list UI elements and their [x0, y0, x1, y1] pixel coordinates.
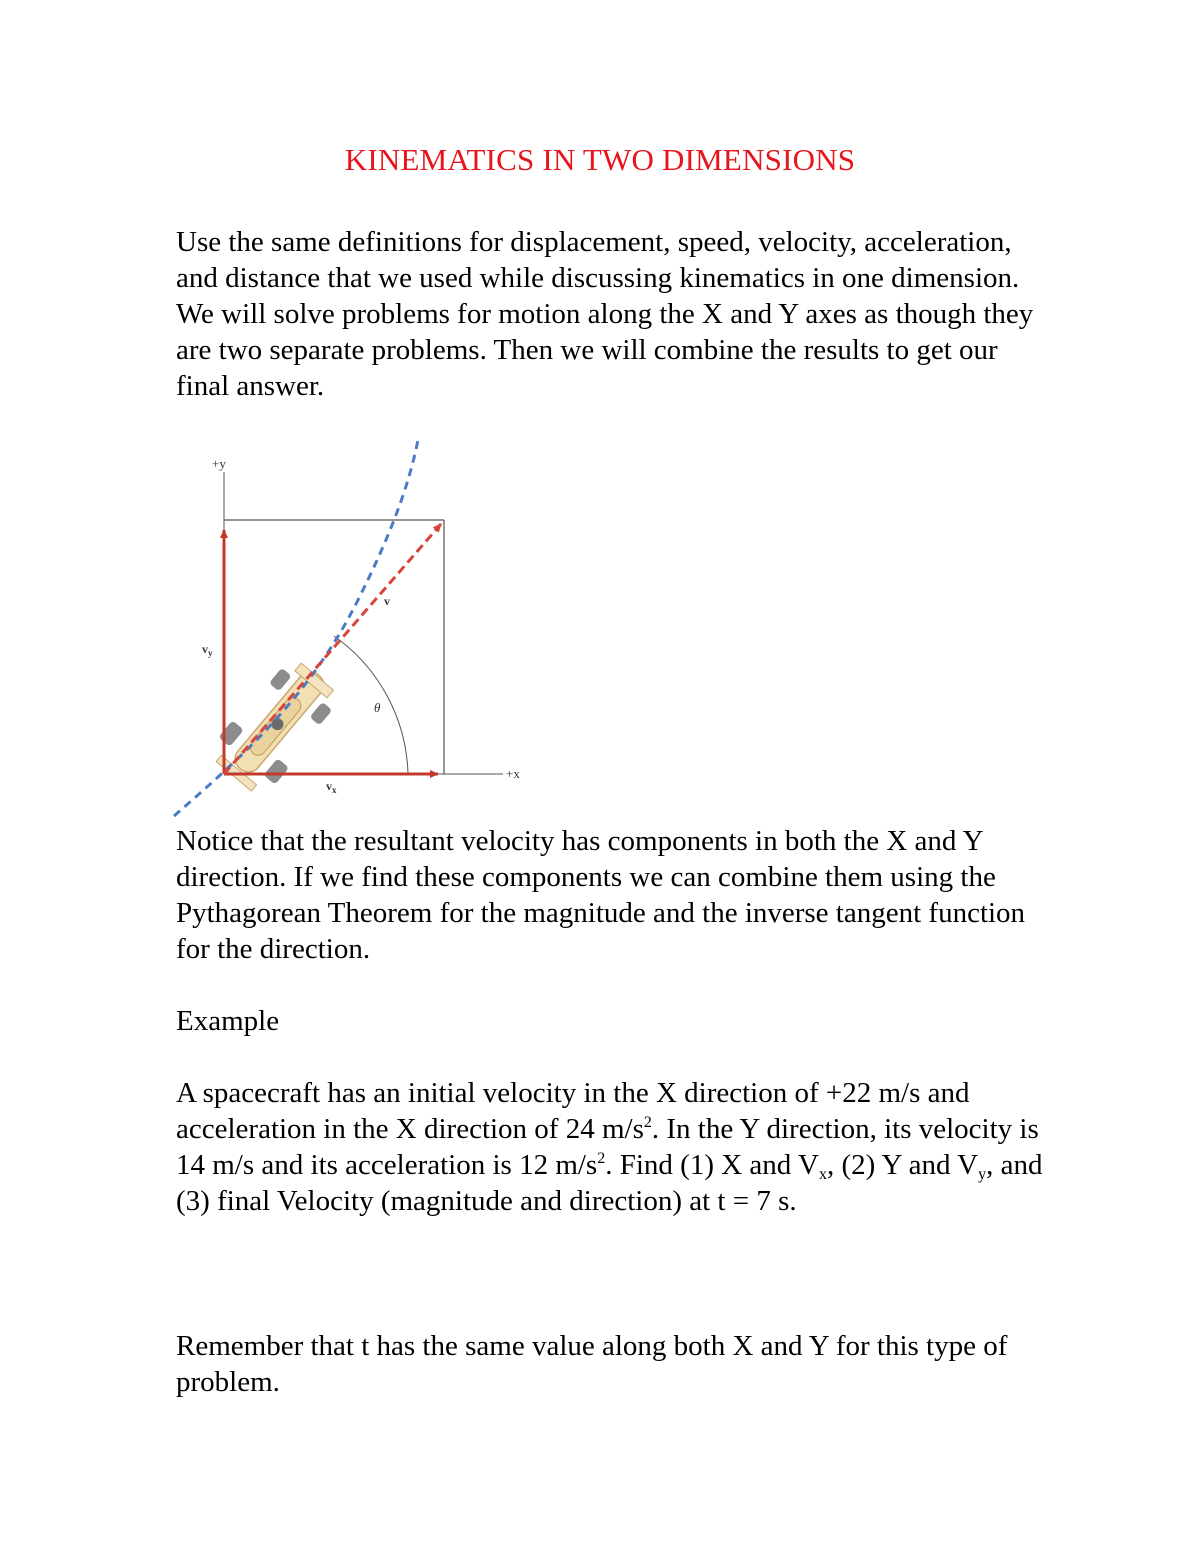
- angle-arc: [334, 636, 408, 774]
- problem-text-2: . In the Y direction, its velocity is 14 m/s and its acceleration is 12 m/s: [176, 1113, 1039, 1181]
- velocity-components-figure: [168, 440, 548, 820]
- race-car-icon: [205, 651, 347, 800]
- resultant-velocity-vector: [224, 524, 441, 774]
- example-heading: Example: [176, 1005, 280, 1037]
- plus-y-label: +y: [212, 456, 226, 471]
- vy-label: $v_y$: [202, 642, 213, 658]
- problem-text-1: A spacecraft has an initial velocity in the X direction of +22 m/s and acceleration in the X direction of 24 m/s: [176, 1077, 970, 1145]
- intro-paragraph-1: Use the same definitions for displacement, speed, velocity, acceleration, and distance that we used while discussing kinematics in one dimension.: [176, 226, 1020, 294]
- vx-label: $v_x$: [326, 779, 337, 795]
- subscript-x: x: [818, 1166, 827, 1183]
- remember-paragraph: Remember that t has the same value along both X and Y for this type of problem.: [176, 1330, 1008, 1398]
- plus-x-label: +x: [506, 766, 520, 781]
- figure-svg: [168, 440, 548, 820]
- superscript-squared-2: 2: [597, 1150, 606, 1167]
- superscript-squared-1: 2: [643, 1114, 652, 1131]
- trajectory-path: [174, 440, 418, 816]
- theta-label: θ: [374, 700, 381, 715]
- problem-text-5: , and (3) final Velocity (magnitude and direction) at t = 7 s.: [176, 1149, 1043, 1217]
- intro-paragraph-2: We will solve problems for motion along the X and Y axes as though they are two separate problems. Then we will combine the results to get our final answer.: [176, 298, 1034, 402]
- problem-text-4: , (2) Y and V: [826, 1149, 979, 1181]
- page-title: KINEMATICS IN TWO DIMENSIONS: [344, 142, 856, 177]
- subscript-y: y: [978, 1166, 987, 1183]
- problem-text-3: . Find (1) X and V: [605, 1149, 819, 1181]
- v-label: v: [384, 594, 390, 608]
- notice-paragraph: Notice that the resultant velocity has components in both the X and Y direction. If we find these components we can combine them using the Pythagorean Theorem for the magnitude and the inverse tangent function for the direction.: [176, 825, 1026, 965]
- intro-text: [176, 224, 1056, 404]
- example-problem: [176, 1075, 1056, 1219]
